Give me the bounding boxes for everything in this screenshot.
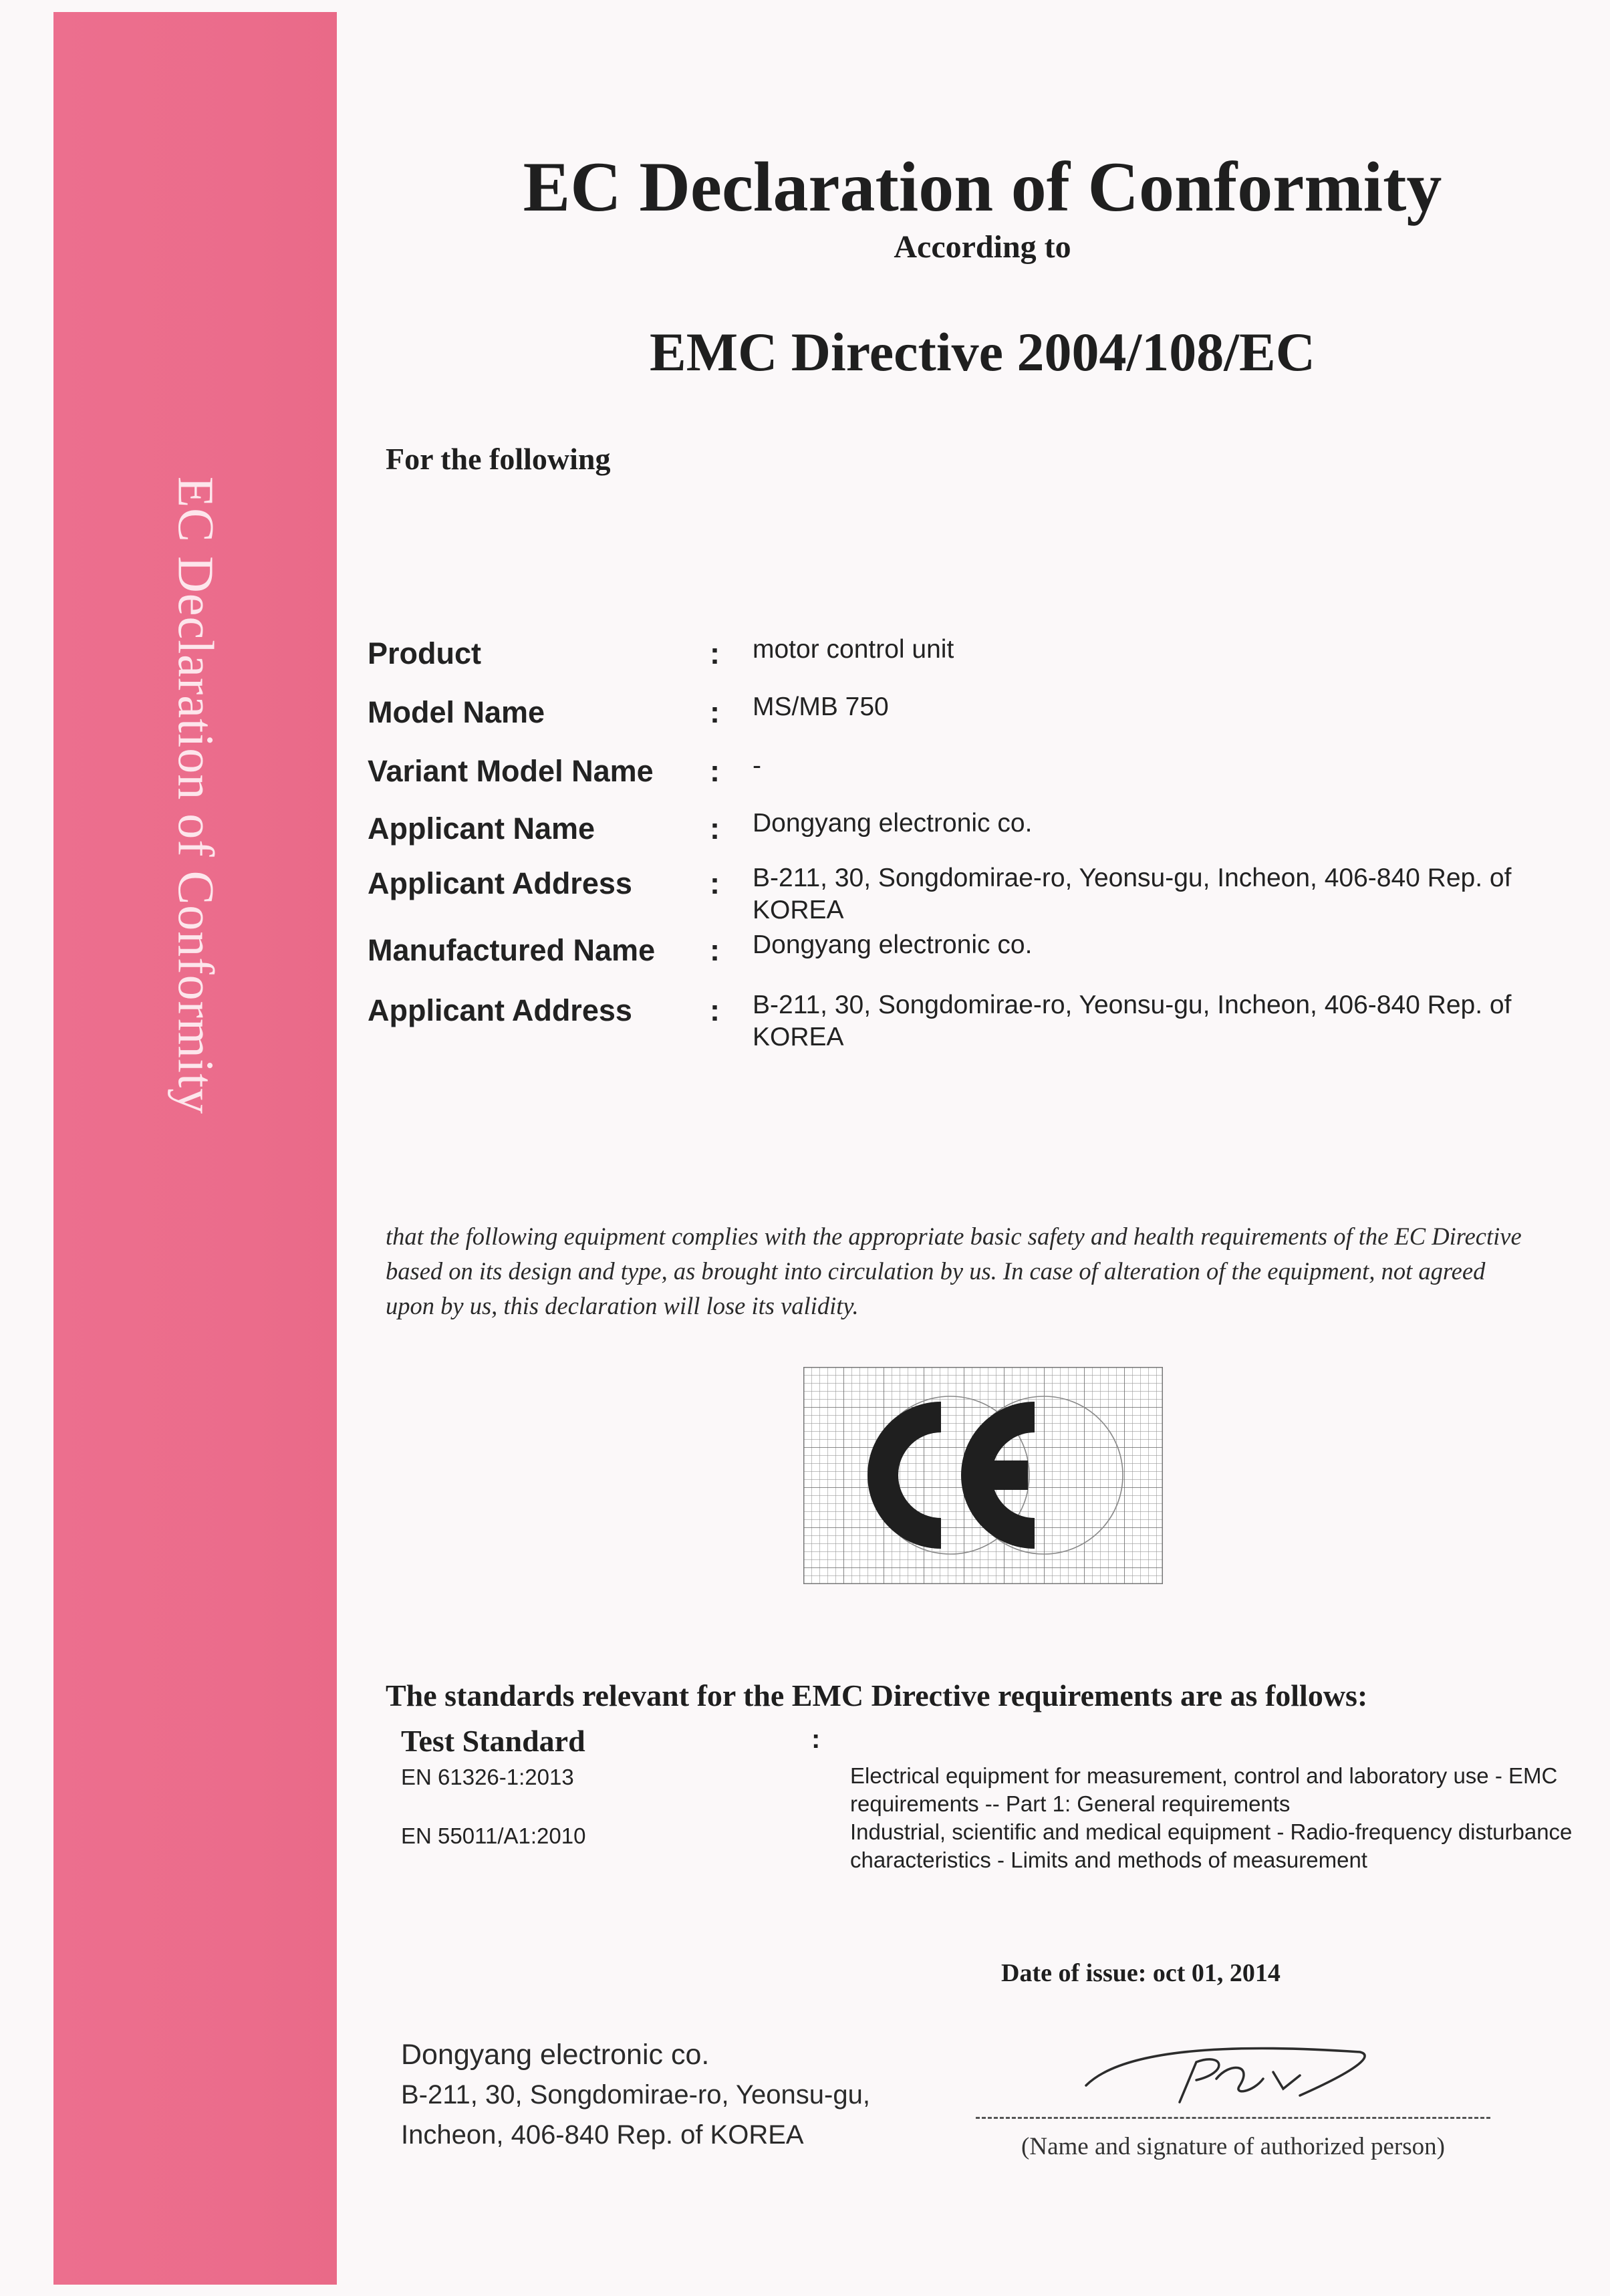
page-title: EC Declaration of Conformity	[523, 148, 1442, 226]
declaration-text: that the following equipment complies with the appropriate basic safety and health requirements of the EC Directive based on its design and type, as brought into circulation by us. In case of alteration of the equipment, not agreed upon by us, this declaration will lose its validity.	[386, 1223, 1522, 1319]
side-band	[53, 12, 337, 2285]
company-address-line2: Incheon, 406-840 Rep. of KOREA	[401, 2120, 804, 2150]
ce-mark-icon	[803, 1367, 1163, 1584]
field-value-product: motor control unit	[753, 635, 954, 664]
field-colon: :	[710, 866, 720, 900]
field-label-applicant-name: Applicant Name	[368, 811, 595, 846]
according-to: According to	[894, 229, 1071, 265]
for-the-following: For the following	[386, 442, 611, 476]
company-name: Dongyang electronic co.	[401, 2039, 710, 2071]
standard-description-1: Electrical equipment for measurement, control and laboratory use - EMC requirements -- Part 1: General requirements	[850, 1763, 1558, 1816]
field-value-manufacturer-address: B-211, 30, Songdomirae-ro, Yeonsu-gu, Incheon, 406-840 Rep. of KOREA	[753, 991, 1512, 1051]
standard-description-2: Industrial, scientific and medical equipment - Radio-frequency disturbance characteristics - Limits and methods of measurement	[850, 1819, 1573, 1872]
signature-image	[1079, 2032, 1393, 2126]
company-address-line1: B-211, 30, Songdomirae-ro, Yeonsu-gu,	[401, 2080, 870, 2110]
field-value-applicant-address: B-211, 30, Songdomirae-ro, Yeonsu-gu, Incheon, 406-840 Rep. of KOREA	[753, 864, 1512, 924]
standard-code-1: EN 61326-1:2013	[401, 1765, 574, 1789]
field-value-manufactured-name: Dongyang electronic co.	[753, 930, 1033, 959]
signature-caption: (Name and signature of authorized person)	[1021, 2133, 1445, 2160]
field-colon: :	[710, 695, 720, 729]
field-colon: :	[710, 754, 720, 788]
directive-title: EMC Directive 2004/108/EC	[650, 322, 1315, 382]
test-standard-colon: :	[811, 1725, 821, 1754]
field-colon: :	[710, 811, 720, 846]
field-colon: :	[710, 933, 720, 967]
field-label-applicant-address: Applicant Address	[368, 866, 632, 900]
field-label-product: Product	[368, 636, 482, 670]
field-label-model-name: Model Name	[368, 695, 545, 729]
test-standard-label: Test Standard	[401, 1724, 585, 1758]
date-of-issue: Date of issue: oct 01, 2014	[1001, 1959, 1281, 1987]
field-value-applicant-name: Dongyang electronic co.	[753, 809, 1033, 838]
field-colon: :	[710, 636, 720, 670]
side-band-title: EC Declaration of Conformity	[167, 476, 224, 1115]
field-label-manufacturer-address: Applicant Address	[368, 993, 632, 1027]
signature-line	[976, 2117, 1490, 2119]
field-label-variant-model-name: Variant Model Name	[368, 754, 654, 788]
field-value-model-name: MS/MB 750	[753, 692, 889, 721]
standards-heading: The standards relevant for the EMC Directive requirements are as follows:	[386, 1678, 1368, 1712]
field-label-manufactured-name: Manufactured Name	[368, 933, 656, 967]
field-value-variant-model-name: -	[753, 751, 761, 780]
field-colon: :	[710, 993, 720, 1027]
standard-code-2: EN 55011/A1:2010	[401, 1823, 586, 1848]
